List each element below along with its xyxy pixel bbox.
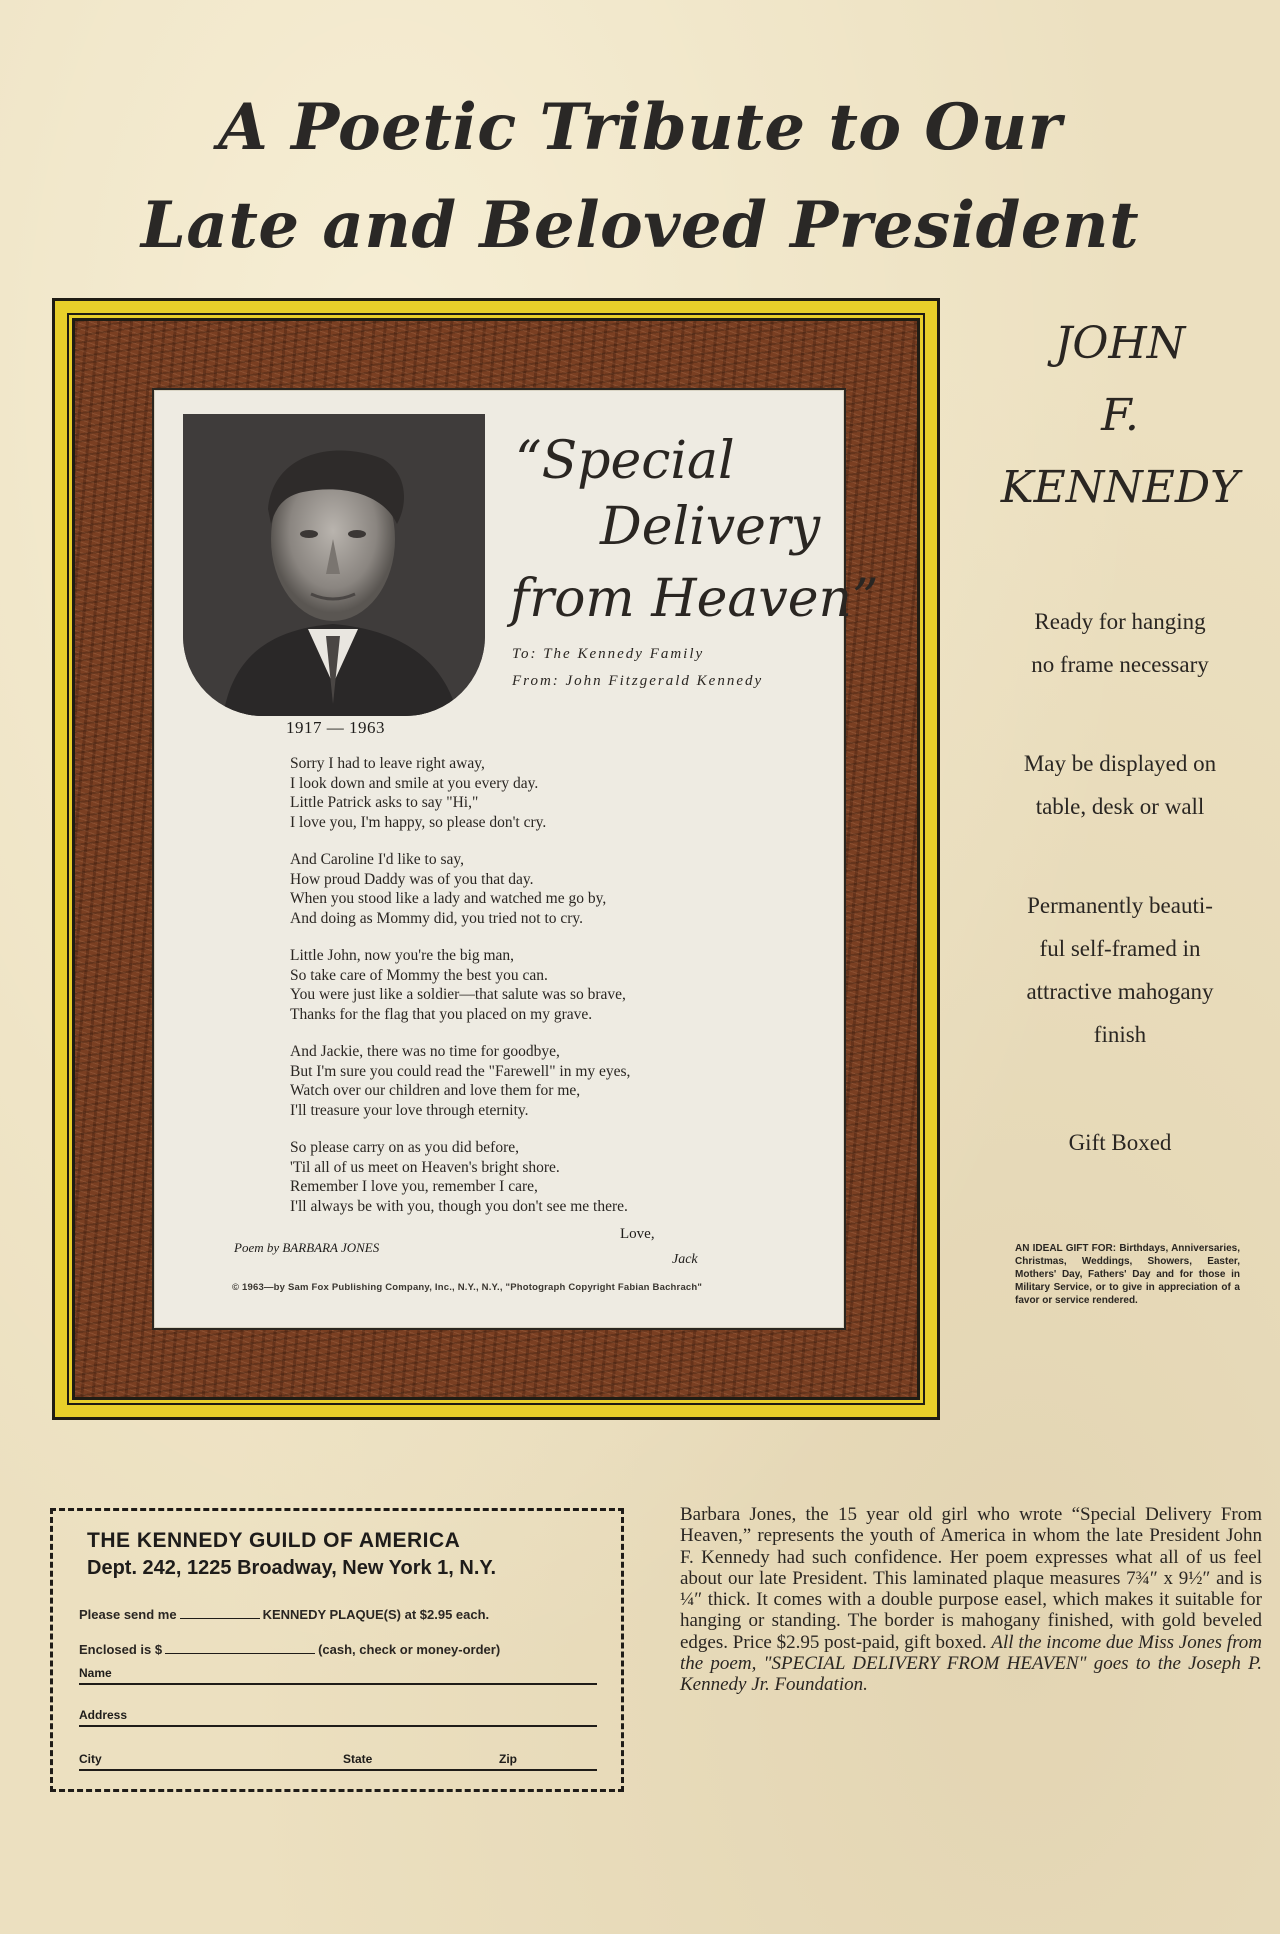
coupon-quantity-line [79,1607,489,1622]
poem-closing: Love, [620,1226,655,1242]
poem-stanza [290,1138,810,1216]
city-state-zip-field[interactable] [79,1745,597,1771]
poem-stanza [290,754,810,832]
poem-body [290,754,810,1234]
poem-line: Thanks for the flag that you placed on my grave. [290,1005,593,1023]
feature-line: Ready for hanging [1034,609,1206,634]
poem-line: 'Til all of us meet on Heaven's bright shore. [290,1158,560,1176]
feature-line: attractive mahogany [1026,979,1214,1004]
poem-title-line-1: “Special [515,431,735,491]
poem-line: I look down and smile at you every day. [290,774,539,792]
name-line-2: F. [1101,390,1139,441]
feature-line: ful self-framed in [1039,936,1201,961]
poem-from-line: From: John Fitzgerald Kennedy [512,673,764,689]
poem-line: You were just like a soldier—that salute was so brave, [290,986,626,1003]
headline-line-2: Late and Beloved President [140,188,1140,263]
poem-line: And doing as Mommy did, you tried not to cry. [290,909,584,927]
description-text: Barbara Jones, the 15 year old girl who wrote “Special Delivery From Heaven,” represents the youth of America in whom the late President John F. Kennedy had such confidence. Her poem expresses what all of us feel about our late President. This laminated plaque measures 7¾″ x 9½″ and is ¼″ thick. It comes with a double purpose easel, which makes it suitable for hanging or standing. The border is mahogany finished, with gold beveled edges. Price $2.95 post-paid, gift boxed. [680,1504,1262,1653]
poem-line: I love you, I'm happy, so please don't cry. [290,813,547,831]
poem-line: And Caroline I'd like to say, [290,851,464,868]
product-description [680,1504,1262,1696]
feature-line: no frame necessary [1031,652,1209,677]
life-years: 1917 — 1963 [286,718,385,737]
poem-line: And Jackie, there was no time for goodbye, [290,1043,560,1060]
poem-line: Little Patrick asks to say "Hi," [290,794,479,811]
coupon-label: (cash, check or money-order) [318,1642,501,1657]
name-line-3: KENNEDY [1000,462,1240,513]
state-label: State [343,1752,373,1766]
poem-line: So please carry on as you did before, [290,1139,519,1156]
address-field[interactable] [79,1701,597,1727]
poem-line: Sorry I had to leave right away, [290,755,485,772]
name-line-1: JOHN [1054,318,1186,369]
poem-to-line: To: The Kennedy Family [512,646,705,662]
poem-stanza [290,946,810,1024]
portrait-illustration [183,414,485,716]
poem-line: How proud Daddy was of you that day. [290,870,534,888]
poem-line: I'll always be with you, though you don't see me there. [290,1197,628,1215]
coupon-label: Enclosed is $ [79,1642,163,1657]
poem-title-line-2: Delivery [600,497,821,557]
poem-line: I'll treasure your love through eternity. [290,1101,529,1119]
quantity-blank[interactable] [180,1618,260,1619]
coupon-payment-line [79,1642,500,1657]
poem-line: So take care of Mommy the best you can. [290,966,548,984]
feature-gift-boxed [975,1121,1265,1164]
coupon-label: Please send me [79,1607,177,1622]
amount-blank[interactable] [165,1653,315,1654]
headline-line-1: A Poetic Tribute to Our [218,90,1062,165]
poem-stanza [290,850,810,928]
kennedy-portrait-photo [183,414,485,716]
feature-display [975,742,1265,828]
coupon-organization: THE KENNEDY GUILD OF AMERICA [87,1529,461,1552]
poem-line: But I'm sure you could read the "Farewell" in my eyes, [290,1062,631,1080]
description-foundation-note: All the income due Miss Jones from the poem, "SPECIAL DELIVERY FROM HEAVEN" goes to the Joseph P. Kennedy Jr. Foundation. [680,1631,1262,1696]
feature-line: Permanently beauti- [1027,893,1213,918]
poem-line: Remember I love you, remember I care, [290,1178,538,1195]
ideal-gift-note: AN IDEAL GIFT FOR: Birthdays, Anniversaries, Christmas, Weddings, Showers, Easter, Mothers' Day, Fathers' Day and for those in Military Service, or to give in appreciation of a favor or service rendered. [1015,1243,1240,1306]
poem-stanza [290,1042,810,1120]
name-label: Name [79,1666,112,1680]
poem-signature: Jack [672,1252,698,1267]
address-label: Address [79,1708,128,1722]
poem-line: When you stood like a lady and watched me go by, [290,890,607,907]
zip-label: Zip [499,1752,517,1766]
feature-finish [975,884,1265,1056]
city-label: City [79,1752,102,1766]
coupon-label: KENNEDY PLAQUE(S) at $2.95 each. [262,1607,490,1622]
poem-line: Watch over our children and love them for me, [290,1082,581,1099]
copyright-notice: © 1963—by Sam Fox Publishing Company, Inc., N.Y., N.Y., "Photograph Copyright Fabian Bachrach" [232,1282,703,1293]
coupon-address: Dept. 242, 1225 Broadway, New York 1, N.Y. [87,1557,497,1579]
order-coupon [50,1508,624,1792]
name-field[interactable] [79,1659,597,1685]
feature-line: table, desk or wall [1035,794,1205,819]
poem-line: Little John, now you're the big man, [290,947,515,964]
feature-hanging [975,600,1265,686]
poem-title-line-3: from Heaven” [510,569,879,629]
feature-line: May be displayed on [1023,751,1217,776]
feature-line: finish [1093,1022,1147,1047]
poem-author-credit: Poem by BARBARA JONES [234,1240,380,1255]
feature-line: Gift Boxed [1068,1130,1172,1155]
